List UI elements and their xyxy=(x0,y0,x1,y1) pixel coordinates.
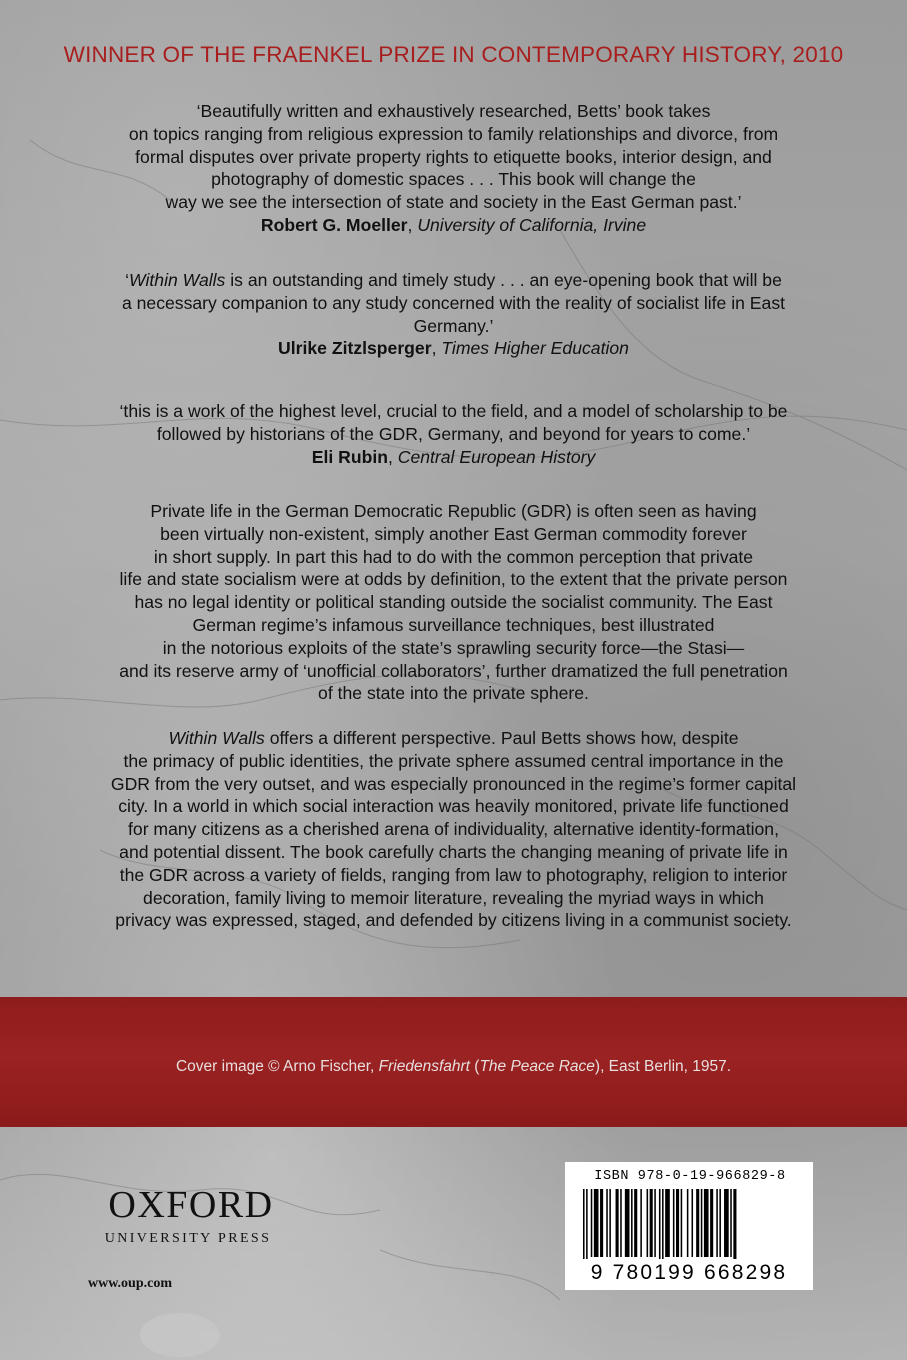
barcode-bar xyxy=(662,1189,664,1259)
isbn-barcode xyxy=(565,1162,813,1290)
barcode-bar xyxy=(650,1189,653,1257)
barcode-bar xyxy=(710,1189,713,1257)
barcode-bar xyxy=(733,1189,736,1259)
blurb-line: been virtually non-existent, simply another East German commodity forever xyxy=(160,523,747,544)
blurb-line: and potential dissent. The book carefully charts the changing meaning of private life in xyxy=(119,841,788,862)
barcode-bar xyxy=(676,1189,679,1257)
blurb-line: in the notorious exploits of the state’s sprawling security force—the Stasi— xyxy=(162,637,745,658)
blurb-line: city. In a world in which social interaction was heavily monitored, private life functioned xyxy=(118,796,789,817)
quote-line xyxy=(60,269,847,292)
barcode-bar xyxy=(704,1189,709,1257)
publisher-url: www.oup.com xyxy=(88,1276,173,1291)
attribution-separator: , xyxy=(387,446,398,467)
barcode-bar xyxy=(625,1189,630,1257)
blurb-line: in short supply. In part this had to do with the common perception that private xyxy=(153,546,754,567)
barcode-bar xyxy=(724,1189,729,1257)
prize-heading: WINNER OF THE FRAENKEL PRIZE IN CONTEMPORARY HISTORY, 2010 xyxy=(63,42,844,67)
barcode-bar xyxy=(696,1189,699,1257)
quote-open-mark: ‘ xyxy=(125,270,130,290)
credit-mid: ( xyxy=(469,1058,480,1075)
barcode-bar xyxy=(716,1189,718,1257)
reviewer-source: Times Higher Education xyxy=(441,338,629,359)
credit-prefix: Cover image © Arno Fischer, xyxy=(175,1058,379,1075)
blurb-line: has no legal identity or political standing outside the socialist community. The East xyxy=(134,592,773,613)
blurb-line: of the state into the private sphere. xyxy=(318,683,589,704)
blurb-paragraph-1 xyxy=(70,500,837,705)
quote-line: ‘Beautifully written and exhaustively researched, Betts’ book takes xyxy=(196,101,711,121)
quote-line: followed by historians of the GDR, Germany, and beyond for years to come.’ xyxy=(156,423,751,444)
blurb-line: the GDR across a variety of fields, ranging from law to photography, religion to interior xyxy=(119,864,788,885)
credit-photo-title: Friedensfahrt xyxy=(378,1058,470,1075)
book-title: Within Walls xyxy=(129,270,226,290)
barcode-bar xyxy=(673,1189,675,1257)
quote-line: formal disputes over private property rights to etiquette books, interior design, and xyxy=(135,146,772,167)
quote-line: ‘this is a work of the highest level, crucial to the field, and a model of scholarship to be xyxy=(119,401,788,421)
barcode-bar xyxy=(620,1189,622,1257)
blurb-line: for many citizens as a cherished arena of individuality, alternative identity-formation, xyxy=(128,819,779,840)
quote-line: Germany.’ xyxy=(413,315,494,336)
reviewer-name: Eli Rubin xyxy=(311,446,388,467)
barcode-bar xyxy=(719,1189,721,1257)
review-quote-1 xyxy=(60,100,847,237)
barcode-bar xyxy=(687,1189,689,1257)
quote-attribution xyxy=(60,214,847,237)
blurb-line xyxy=(70,727,837,750)
quote-line: way we see the intersection of state and society in the East German past.’ xyxy=(165,192,742,213)
barcode-bar xyxy=(681,1189,683,1257)
barcode-bar xyxy=(594,1189,599,1257)
quote-attribution xyxy=(60,337,847,360)
quote-line: a necessary companion to any study concerned with the reality of socialist life in East xyxy=(121,292,786,313)
attribution-separator: , xyxy=(407,214,418,235)
barcode-bar xyxy=(647,1189,649,1257)
blurb-line: the primacy of public identities, the private sphere assumed central importance in the xyxy=(123,750,784,771)
blurb-line: Private life in the German Democratic Republic (GDR) is often seen as having xyxy=(150,501,757,521)
barcode-bar xyxy=(634,1189,637,1257)
barcode-bar xyxy=(606,1189,608,1257)
blurb-line: German regime’s infamous surveillance techniques, best illustrated xyxy=(192,614,715,635)
quote-line-rest: is an outstanding and timely study . . . an eye-opening book that will be xyxy=(225,270,782,290)
cover-image-credit xyxy=(0,1058,907,1076)
barcode-bar xyxy=(640,1189,642,1257)
barcode-bar xyxy=(730,1189,732,1257)
barcode-bar xyxy=(665,1189,670,1257)
quote-attribution xyxy=(60,446,847,469)
barcode-bar xyxy=(631,1189,633,1257)
reviewer-source: Central European History xyxy=(397,446,596,467)
quote-line: photography of domestic spaces . . . This book will change the xyxy=(211,169,696,190)
barcode-bar xyxy=(659,1189,661,1259)
blurb-line: and its reserve army of ‘unofficial collaborators’, further dramatized the full penetration xyxy=(119,660,788,681)
isbn-digits: 9 780199 668298 xyxy=(590,1261,788,1284)
review-quote-2 xyxy=(60,269,847,360)
reviewer-name: Ulrike Zitzlsperger xyxy=(278,338,432,359)
blurb-line: privacy was expressed, staged, and defended by citizens living in a communist society. xyxy=(115,910,792,931)
quote-line: on topics ranging from religious expression to family relationships and divorce, from xyxy=(128,123,779,144)
reviewer-name: Robert G. Moeller xyxy=(260,214,408,235)
book-title: Within Walls xyxy=(168,728,265,748)
credit-photo-title-english: The Peace Race xyxy=(479,1058,595,1075)
barcode-bar xyxy=(600,1189,603,1257)
attribution-separator: , xyxy=(431,338,442,359)
review-quote-3 xyxy=(60,400,847,468)
barcode-bars xyxy=(583,1189,795,1259)
credit-suffix: ), East Berlin, 1957. xyxy=(594,1058,732,1075)
reviewer-source: University of California, Irvine xyxy=(417,214,647,235)
barcode-bar xyxy=(586,1189,588,1259)
publisher-subtitle: UNIVERSITY PRESS xyxy=(104,1231,272,1246)
barcode-bar xyxy=(583,1189,585,1259)
barcode-bar xyxy=(616,1189,619,1257)
barcode-bar xyxy=(591,1189,593,1257)
blurb-line: GDR from the very outset, and was especially pronounced in the regime’s former capital xyxy=(110,773,797,794)
isbn-label: ISBN 978-0-19-966829-8 xyxy=(594,1169,786,1184)
barcode-bar xyxy=(692,1189,694,1257)
blurb-paragraph-2 xyxy=(70,727,837,932)
blurb-line: decoration, family living to memoir literature, revealing the myriad ways in which xyxy=(143,887,764,908)
publisher-logo: OXFORD xyxy=(108,1184,274,1226)
blurb-line: life and state socialism were at odds by definition, to the extent that the private person xyxy=(119,569,788,590)
barcode-bar xyxy=(609,1189,611,1257)
blurb-line-rest: offers a different perspective. Paul Betts shows how, despite xyxy=(264,728,739,748)
barcode-bar xyxy=(654,1189,656,1257)
barcode-bar xyxy=(701,1189,703,1257)
